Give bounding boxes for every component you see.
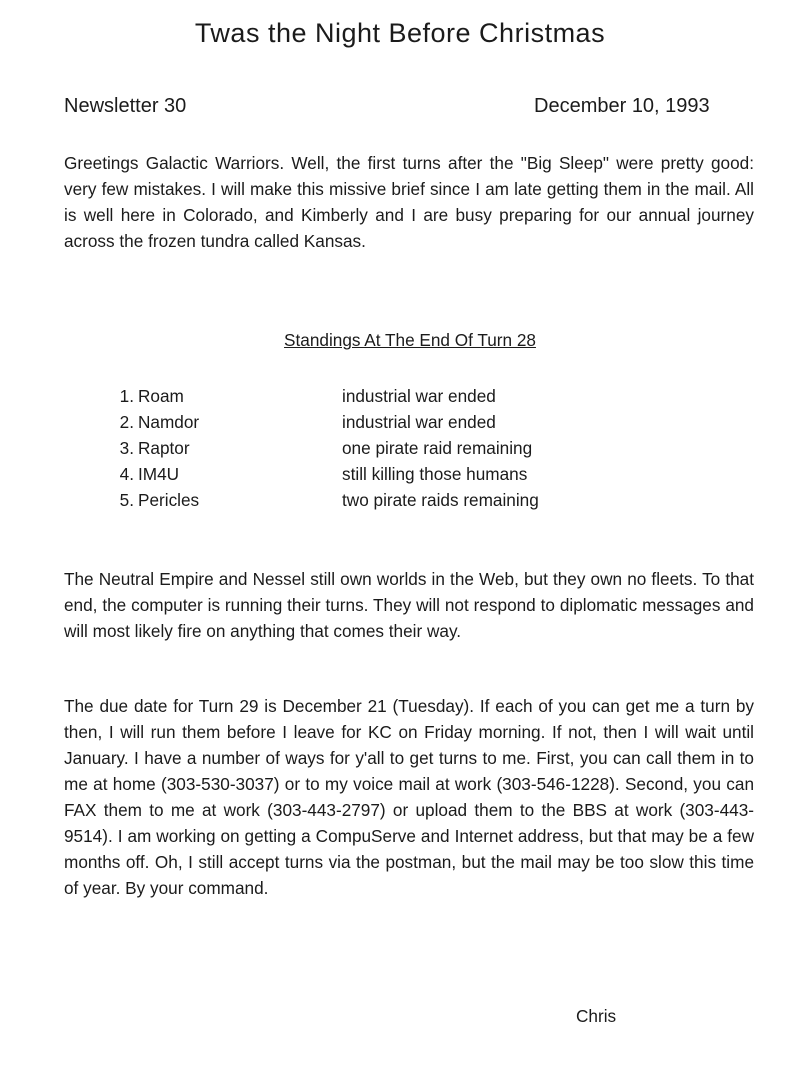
newsletter-date: December 10, 1993 [534,95,710,117]
standings-player: Raptor [138,438,190,458]
standings-row [104,435,624,461]
standings-row [104,487,624,513]
standings-status: one pirate raid remaining [342,438,533,458]
standings-list [104,383,624,513]
standings-rank: 2. [119,412,134,432]
signature: Chris [576,1006,617,1026]
standings-row [104,461,624,487]
standings-row [104,409,624,435]
standings-rank: 1. [119,386,134,406]
standings-status: industrial war ended [342,386,496,406]
standings-status: industrial war ended [342,412,496,432]
page-title: Twas the Night Before Christmas [194,18,606,48]
standings-player: Roam [138,386,184,406]
standings-player: Pericles [138,490,200,510]
standings-player: IM4U [138,464,180,484]
newsletter-number: Newsletter 30 [64,95,187,117]
neutral-empire-paragraph: The Neutral Empire and Nessel still own worlds in the Web, but they own no fleets. To that end, the computer is running their turns. They will not respond to diplomatic messages and will most likely fire on anything that comes their way. [64,569,754,641]
standings-rank: 5. [119,490,134,510]
standings-status: still killing those humans [342,464,528,484]
standings-row [104,383,624,409]
standings-heading: Standings At The End Of Turn 28 [284,330,536,350]
standings-rank: 4. [119,464,134,484]
standings-status: two pirate raids remaining [342,490,539,510]
due-date-paragraph: The due date for Turn 29 is December 21 (Tuesday). If each of you can get me a turn by then, I will run them before I leave for KC on Friday morning. If not, then I will wait until January. I have a number of ways for y'all to get turns to me. First, you can call them in to me at home (303-530-3037) or to my voice mail at work (303-546-1228). Second, you can FAX them to me at work (303-443-2797) or upload them to the BBS at work (303-443-9514). I am working on getting a CompuServe and Internet address, but that may be a few months off. Oh, I still accept turns via the postman, but the mail may be too slow this time of year. By your command. [64,696,754,898]
standings-rank: 3. [119,438,134,458]
intro-paragraph: Greetings Galactic Warriors. Well, the first turns after the "Big Sleep" were pretty good: very few mistakes. I will make this missive brief since I am late getting them in the mail. All is well here in Colorado, and Kimberly and I are busy preparing for our annual journey across the frozen tundra called Kansas. [64,153,754,251]
standings-player: Namdor [138,412,200,432]
